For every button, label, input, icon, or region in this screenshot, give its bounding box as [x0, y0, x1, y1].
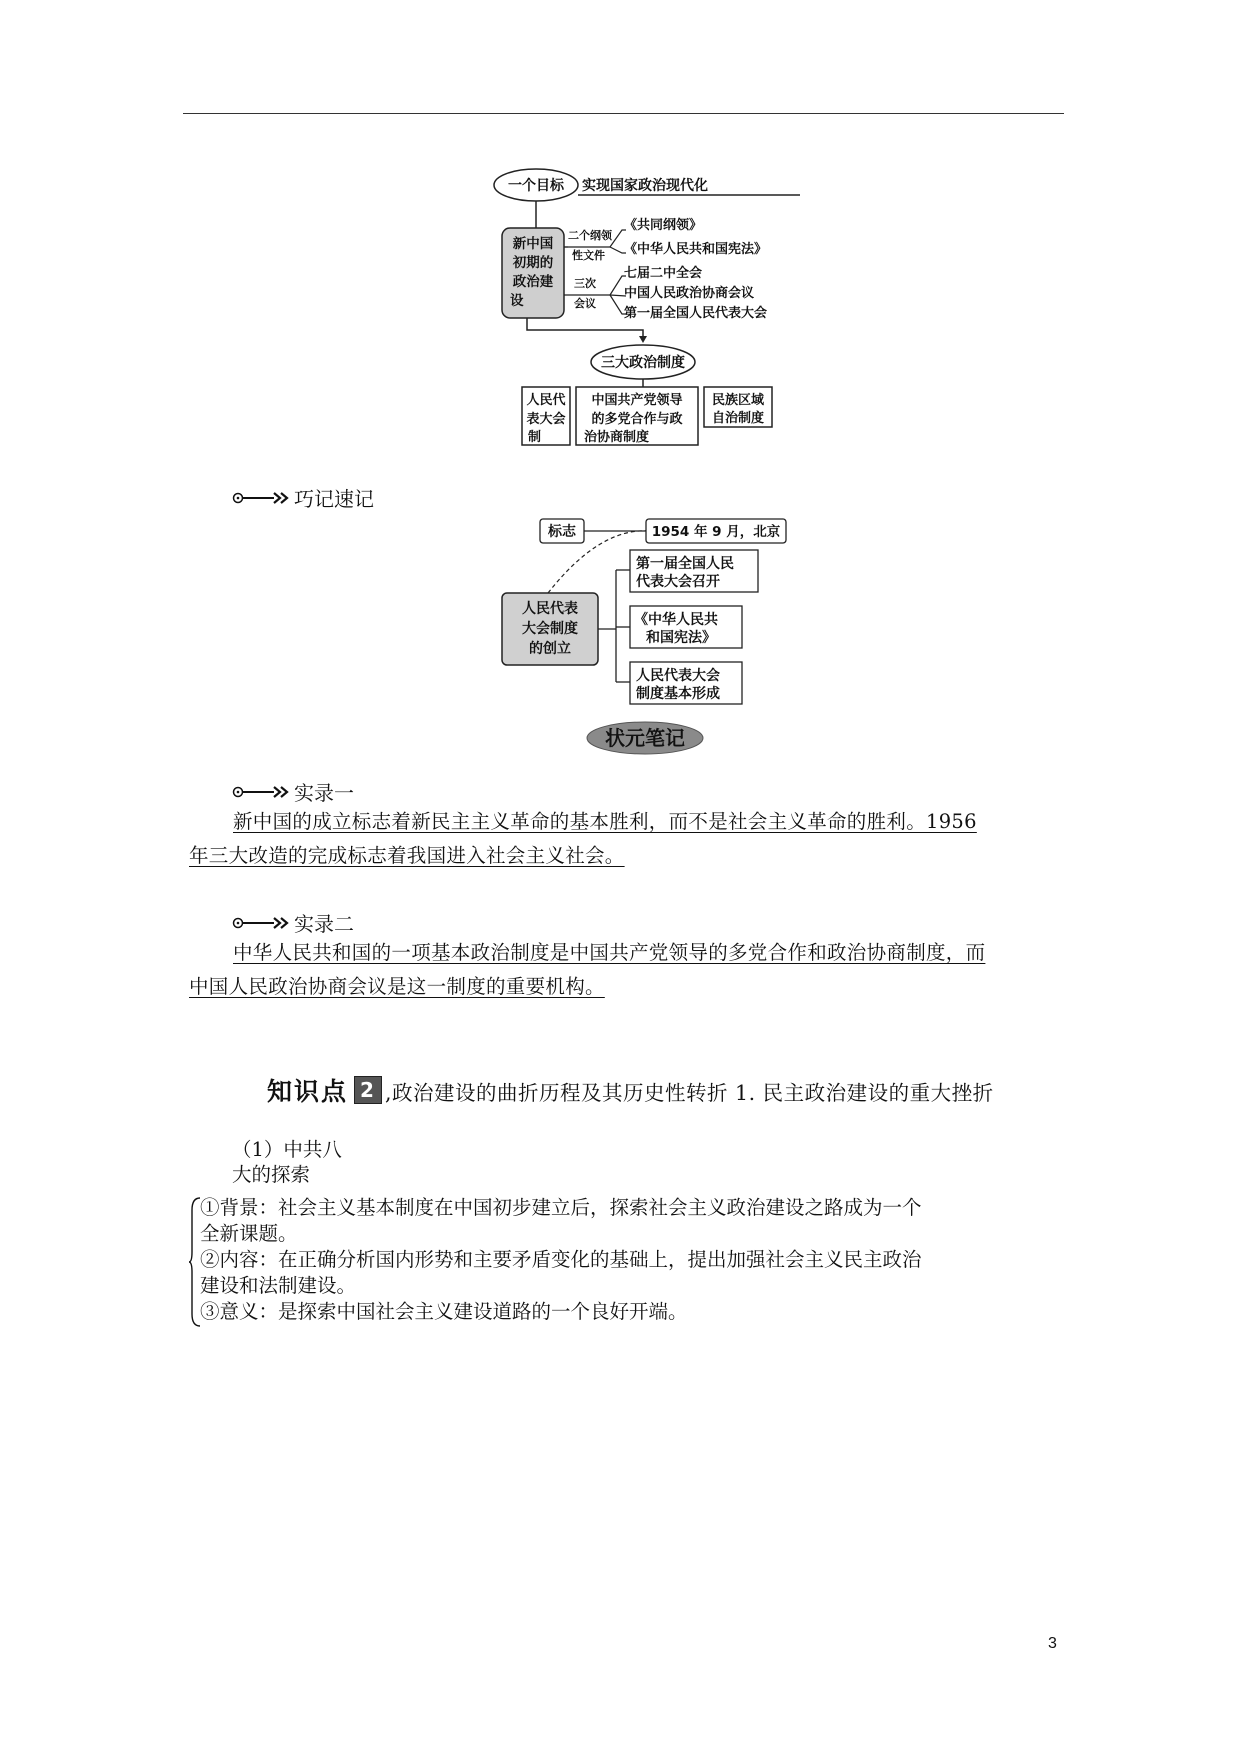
- docs-label-2: 性文件: [572, 249, 605, 262]
- list-item: ③意义：是探索中国社会主义建设道路的一个良好开端。: [200, 1300, 688, 1323]
- meetings-label-2: 会议: [574, 297, 596, 310]
- svg-text:制度基本形成: 制度基本形成: [636, 686, 720, 702]
- political-construction-diagram: [490, 165, 810, 465]
- list-item: ②内容：在正确分析国内形势和主要矛盾变化的基础上，提出加强社会主义民主政治: [200, 1248, 922, 1271]
- memo-heading: [232, 483, 374, 512]
- knowledge-point-label: 知识点: [267, 1077, 349, 1106]
- list-item: 全新课题。: [200, 1222, 298, 1245]
- knowledge-point-title: ,政治建设的曲折历程及其历史性转折 1. 民主政治建设的重大挫折: [385, 1081, 994, 1105]
- meetings-label-1: 三次: [574, 277, 596, 290]
- npc-system-diagram: [500, 517, 800, 707]
- list-item: ①背景：社会主义基本制度在中国初步建立后，探索社会主义政治建设之路成为一个: [200, 1196, 922, 1219]
- svg-text:治协商制度: 治协商制度: [584, 430, 650, 445]
- svg-text:人民代表大会: 人民代表大会: [636, 668, 720, 684]
- svg-text:的创立: 的创立: [529, 641, 571, 657]
- record2-line2: 中国人民政治协商会议是这一制度的重要机构。: [189, 975, 605, 998]
- svg-text:自治制度: 自治制度: [711, 411, 765, 426]
- record2-heading: [232, 908, 354, 937]
- center-line-3: 政治建: [512, 274, 554, 290]
- svg-text:人民代表: 人民代表: [522, 601, 578, 617]
- record2-body: [189, 936, 1059, 1004]
- record1-heading-text: 实录一: [294, 781, 354, 805]
- svg-text:中国共产党领导: 中国共产党领导: [591, 393, 683, 408]
- record2-line1: 中华人民共和国的一项基本政治制度是中国共产党领导的多党合作和政治协商制度，而: [233, 941, 986, 964]
- pointer-arrow-icon: [232, 916, 292, 930]
- record2-heading-text: 实录二: [294, 912, 354, 936]
- svg-text:和国宪法》: 和国宪法》: [646, 630, 716, 646]
- meeting-1: 七届二中全会: [624, 266, 703, 281]
- subsection-line2: 大的探索: [232, 1163, 311, 1186]
- record1-line1: 新中国的成立标志着新民主主义革命的基本胜利，而不是社会主义革命的胜利。1956: [233, 810, 977, 833]
- center-line-2: 初期的: [512, 255, 554, 271]
- center-line-1: 新中国: [512, 236, 554, 252]
- systems-label: 三大政治制度: [601, 355, 685, 371]
- svg-text:《中华人民共: 《中华人民共: [634, 612, 718, 628]
- goal-label: 一个目标: [508, 178, 564, 194]
- svg-text:1954 年 9 月，北京: 1954 年 9 月，北京: [651, 524, 781, 540]
- record1-line2: 年三大改造的完成标志着我国进入社会主义社会。: [189, 844, 625, 867]
- record1-body: [189, 805, 1059, 873]
- knowledge-point-number: 2: [354, 1076, 382, 1104]
- doc-1: 《共同纲领》: [624, 218, 703, 233]
- notes-badge-text: 状元笔记: [605, 726, 685, 750]
- svg-text:表大会: 表大会: [526, 412, 566, 427]
- exploration-list: [200, 1195, 1060, 1325]
- notes-badge: [585, 720, 705, 756]
- svg-text:人民代: 人民代: [526, 393, 566, 408]
- svg-text:制: 制: [528, 430, 542, 445]
- svg-text:的多党合作与政: 的多党合作与政: [591, 412, 683, 427]
- list-item: 建设和法制建设。: [200, 1274, 357, 1297]
- meeting-3: 第一届全国人民代表大会: [624, 306, 768, 321]
- memo-heading-text: 巧记速记: [294, 487, 374, 511]
- svg-text:第一届全国人民: 第一届全国人民: [636, 556, 734, 572]
- page-number: 3: [1048, 1635, 1057, 1652]
- pointer-arrow-icon: [232, 491, 292, 505]
- goal-text: 实现国家政治现代化: [582, 178, 708, 194]
- svg-text:标志: 标志: [548, 524, 576, 540]
- pointer-arrow-icon: [232, 785, 292, 799]
- knowledge-point-badge: [267, 1072, 382, 1108]
- svg-text:代表大会召开: 代表大会召开: [636, 574, 720, 590]
- record1-heading: [232, 777, 354, 806]
- center-line-4: 设: [510, 293, 524, 309]
- doc-2: 《中华人民共和国宪法》: [624, 242, 768, 257]
- meeting-2: 中国人民政治协商会议: [624, 286, 755, 301]
- svg-text:大会制度: 大会制度: [522, 621, 578, 637]
- svg-text:民族区域: 民族区域: [711, 393, 765, 408]
- docs-label-1: 二个纲领: [568, 229, 612, 242]
- header-rule: [183, 113, 1064, 114]
- subsection-line1: （1）中共八: [232, 1138, 342, 1161]
